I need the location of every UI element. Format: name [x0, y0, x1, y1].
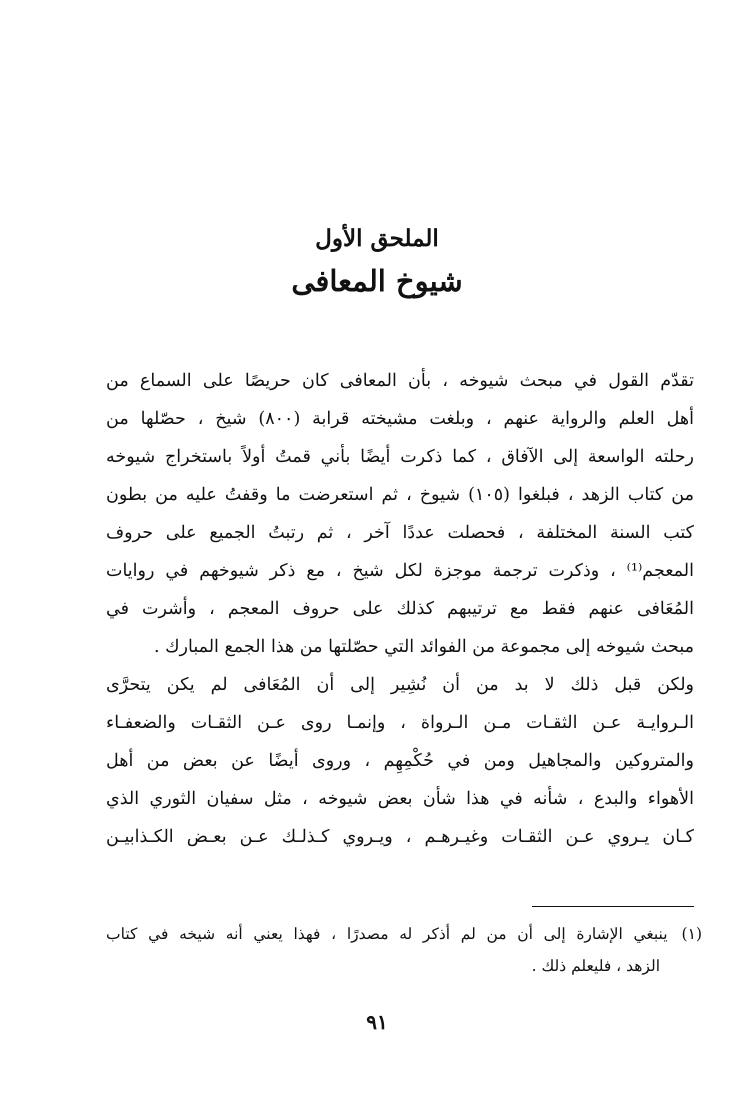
body-text [106, 362, 694, 856]
body-line: ولكن قبل ذلك لا بد من أن نُشِير إلى أن المُعَافى لم يكن يتحرَّى [106, 675, 694, 695]
chapter-headings [0, 222, 754, 302]
body-line: الأهواء والبدع ، شأنه في هذا شأن بعض شيوخه ، مثل سفيان الثوري الذي [106, 789, 694, 809]
footnote-line [106, 918, 702, 950]
chapter-title: شيوخ المعافى [291, 264, 463, 298]
body-line: الـروايـة عـن الثقـات مـن الـرواة ، وإنمـا روى عـن الثقـات والضعفـاء [106, 713, 694, 733]
footnote-separator [532, 906, 694, 907]
body-line: كـان يـروي عـن الثقـات وغيـرهـم ، ويـروي كـذلـك عـن بعـض الكـذابيـن [106, 827, 694, 847]
footnote-marker: (١) [681, 925, 702, 943]
footnote [106, 918, 702, 982]
body-line: رحلته الواسعة إلى الآفاق ، كما ذكرت أيضًا بأني قمتُ أولاً باستخراج شيوخه [106, 447, 694, 467]
body-line: تقدّم القول في مبحث شيوخه ، بأن المعافى كان حريصًا على السماع من [106, 371, 694, 391]
body-line: من كتاب الزهد ، فبلغوا (١٠٥) شيوخ ، ثم استعرضت ما وقفتُ عليه من بطون [106, 485, 694, 505]
body-line: والمتروكين والمجاهيل ومن في حُكْمِهِم ، وروى أيضًا عن بعض من أهل [106, 751, 694, 771]
body-line: المعجم⁽¹⁾ ، وذكرت ترجمة موجزة لكل شيخ ، مع ذكر شيوخهم في روايات [106, 561, 694, 581]
appendix-supertitle: الملحق الأول [315, 225, 439, 252]
body-line: المُعَافى عنهم فقط مع ترتيبهم كذلك على حروف المعجم ، وأشرت في [106, 599, 694, 619]
footnote-line: الزهد ، فليعلم ذلك . [531, 957, 660, 975]
body-line: مبحث شيوخه إلى مجموعة من الفوائد التي حصّلتها من هذا الجمع المبارك . [154, 637, 694, 657]
body-line: أهل العلم والرواية عنهم ، وبلغت مشيخته قرابة (٨٠٠) شيخ ، حصّلها من [106, 409, 694, 429]
body-line: كتب السنة المختلفة ، فحصلت عددًا آخر ، ثم رتبتُ الجميع على حروف [106, 523, 694, 543]
page-number: ٩١ [366, 1010, 388, 1034]
footnote-text: ينبغي الإشارة إلى أن من لم أذكر له مصدرًا ، فهذا يعني أنه شيخه في كتاب [106, 925, 668, 943]
